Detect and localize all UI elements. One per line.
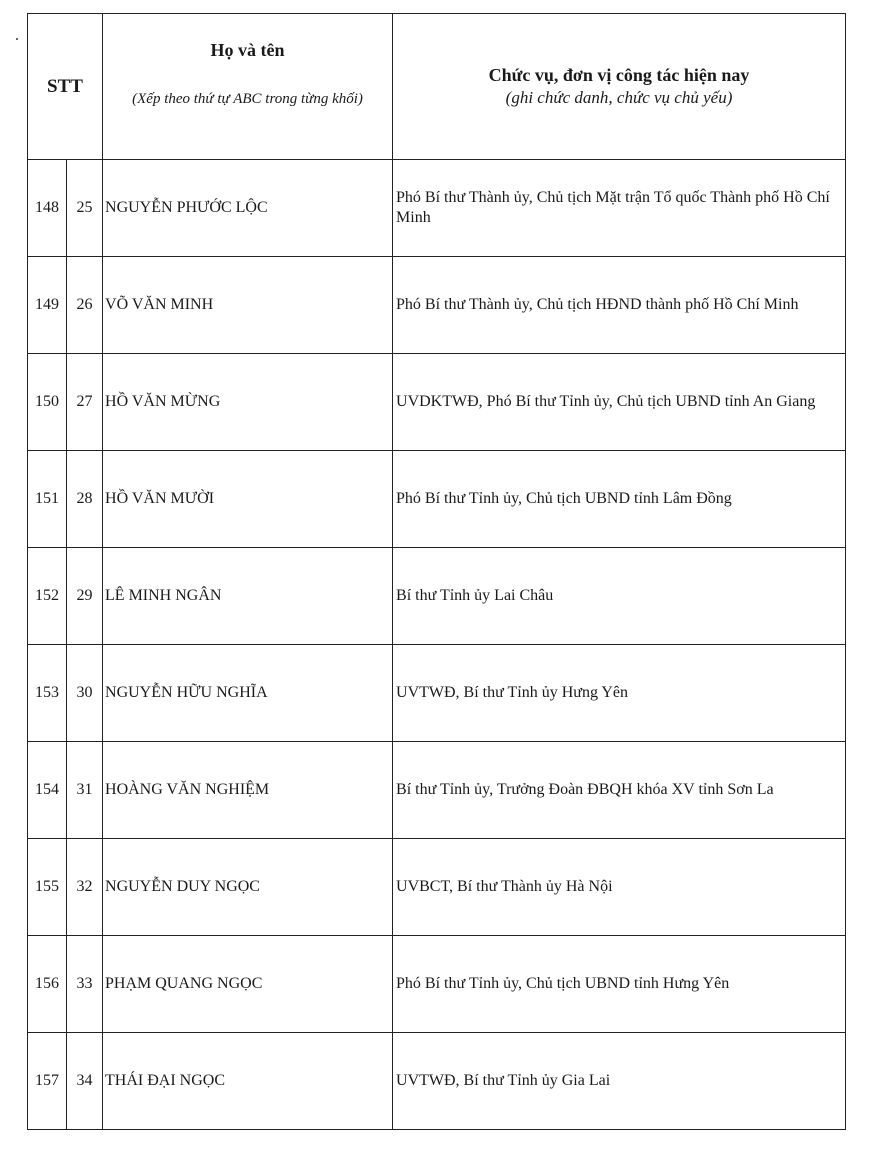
row-sub-number: 28 [67,451,103,548]
name-header-subtitle: (Xếp theo thứ tự ABC trong từng khối) [132,91,363,107]
row-number: 148 [28,160,67,257]
candidate-name: PHẠM QUANG NGỌC [103,936,393,1033]
row-number: 151 [28,451,67,548]
table-header-row [28,14,846,160]
candidate-name: LÊ MINH NGÂN [103,548,393,645]
candidate-name: HỒ VĂN MỪNG [103,354,393,451]
table-row [28,645,846,742]
table-row [28,1033,846,1130]
table-row [28,839,846,936]
row-sub-number: 34 [67,1033,103,1130]
table-row [28,160,846,257]
candidate-name: NGUYỄN PHƯỚC LỘC [103,160,393,257]
candidate-position: UVTWĐ, Bí thư Tỉnh ủy Gia Lai [393,1033,846,1130]
table-row [28,548,846,645]
table-row [28,936,846,1033]
position-header-title: Chức vụ, đơn vị công tác hiện nay [488,65,750,85]
row-number: 156 [28,936,67,1033]
row-sub-number: 27 [67,354,103,451]
row-sub-number: 30 [67,645,103,742]
row-sub-number: 32 [67,839,103,936]
candidate-name: THÁI ĐẠI NGỌC [103,1033,393,1130]
row-sub-number: 31 [67,742,103,839]
table-row [28,451,846,548]
candidate-name: HOÀNG VĂN NGHIỆM [103,742,393,839]
table-row [28,257,846,354]
name-header [103,14,393,160]
table-row [28,354,846,451]
row-number: 152 [28,548,67,645]
row-number: 155 [28,839,67,936]
row-sub-number: 25 [67,160,103,257]
candidate-position: Bí thư Tỉnh ủy, Trưởng Đoàn ĐBQH khóa XV tỉnh Sơn La [393,742,846,839]
candidate-name: HỒ VĂN MƯỜI [103,451,393,548]
candidate-position: Phó Bí thư Thành ủy, Chủ tịch HĐND thành phố Hồ Chí Minh [393,257,846,354]
candidate-position: UVTWĐ, Bí thư Tỉnh ủy Hưng Yên [393,645,846,742]
candidate-position: Phó Bí thư Tỉnh ủy, Chủ tịch UBND tỉnh Lâm Đồng [393,451,846,548]
candidate-name: VÕ VĂN MINH [103,257,393,354]
row-number: 153 [28,645,67,742]
candidate-name: NGUYỄN DUY NGỌC [103,839,393,936]
scan-speck [16,38,18,40]
candidate-table [27,13,846,1130]
candidate-position: UVDKTWĐ, Phó Bí thư Tỉnh ủy, Chủ tịch UBND tỉnh An Giang [393,354,846,451]
row-number: 157 [28,1033,67,1130]
row-sub-number: 26 [67,257,103,354]
row-number: 150 [28,354,67,451]
row-sub-number: 29 [67,548,103,645]
row-sub-number: 33 [67,936,103,1033]
candidate-position: Bí thư Tỉnh ủy Lai Châu [393,548,846,645]
candidate-position: Phó Bí thư Thành ủy, Chủ tịch Mặt trận Tổ quốc Thành phố Hồ Chí Minh [393,160,846,257]
row-number: 149 [28,257,67,354]
candidate-position: UVBCT, Bí thư Thành ủy Hà Nội [393,839,846,936]
position-header [393,14,846,160]
name-header-title: Họ và tên [210,40,285,60]
table-row [28,742,846,839]
row-number: 154 [28,742,67,839]
stt-header: STT [28,14,103,160]
candidate-name: NGUYỄN HỮU NGHĨA [103,645,393,742]
position-header-subtitle: (ghi chức danh, chức vụ chủ yếu) [505,88,733,107]
candidate-position: Phó Bí thư Tỉnh ủy, Chủ tịch UBND tỉnh Hưng Yên [393,936,846,1033]
